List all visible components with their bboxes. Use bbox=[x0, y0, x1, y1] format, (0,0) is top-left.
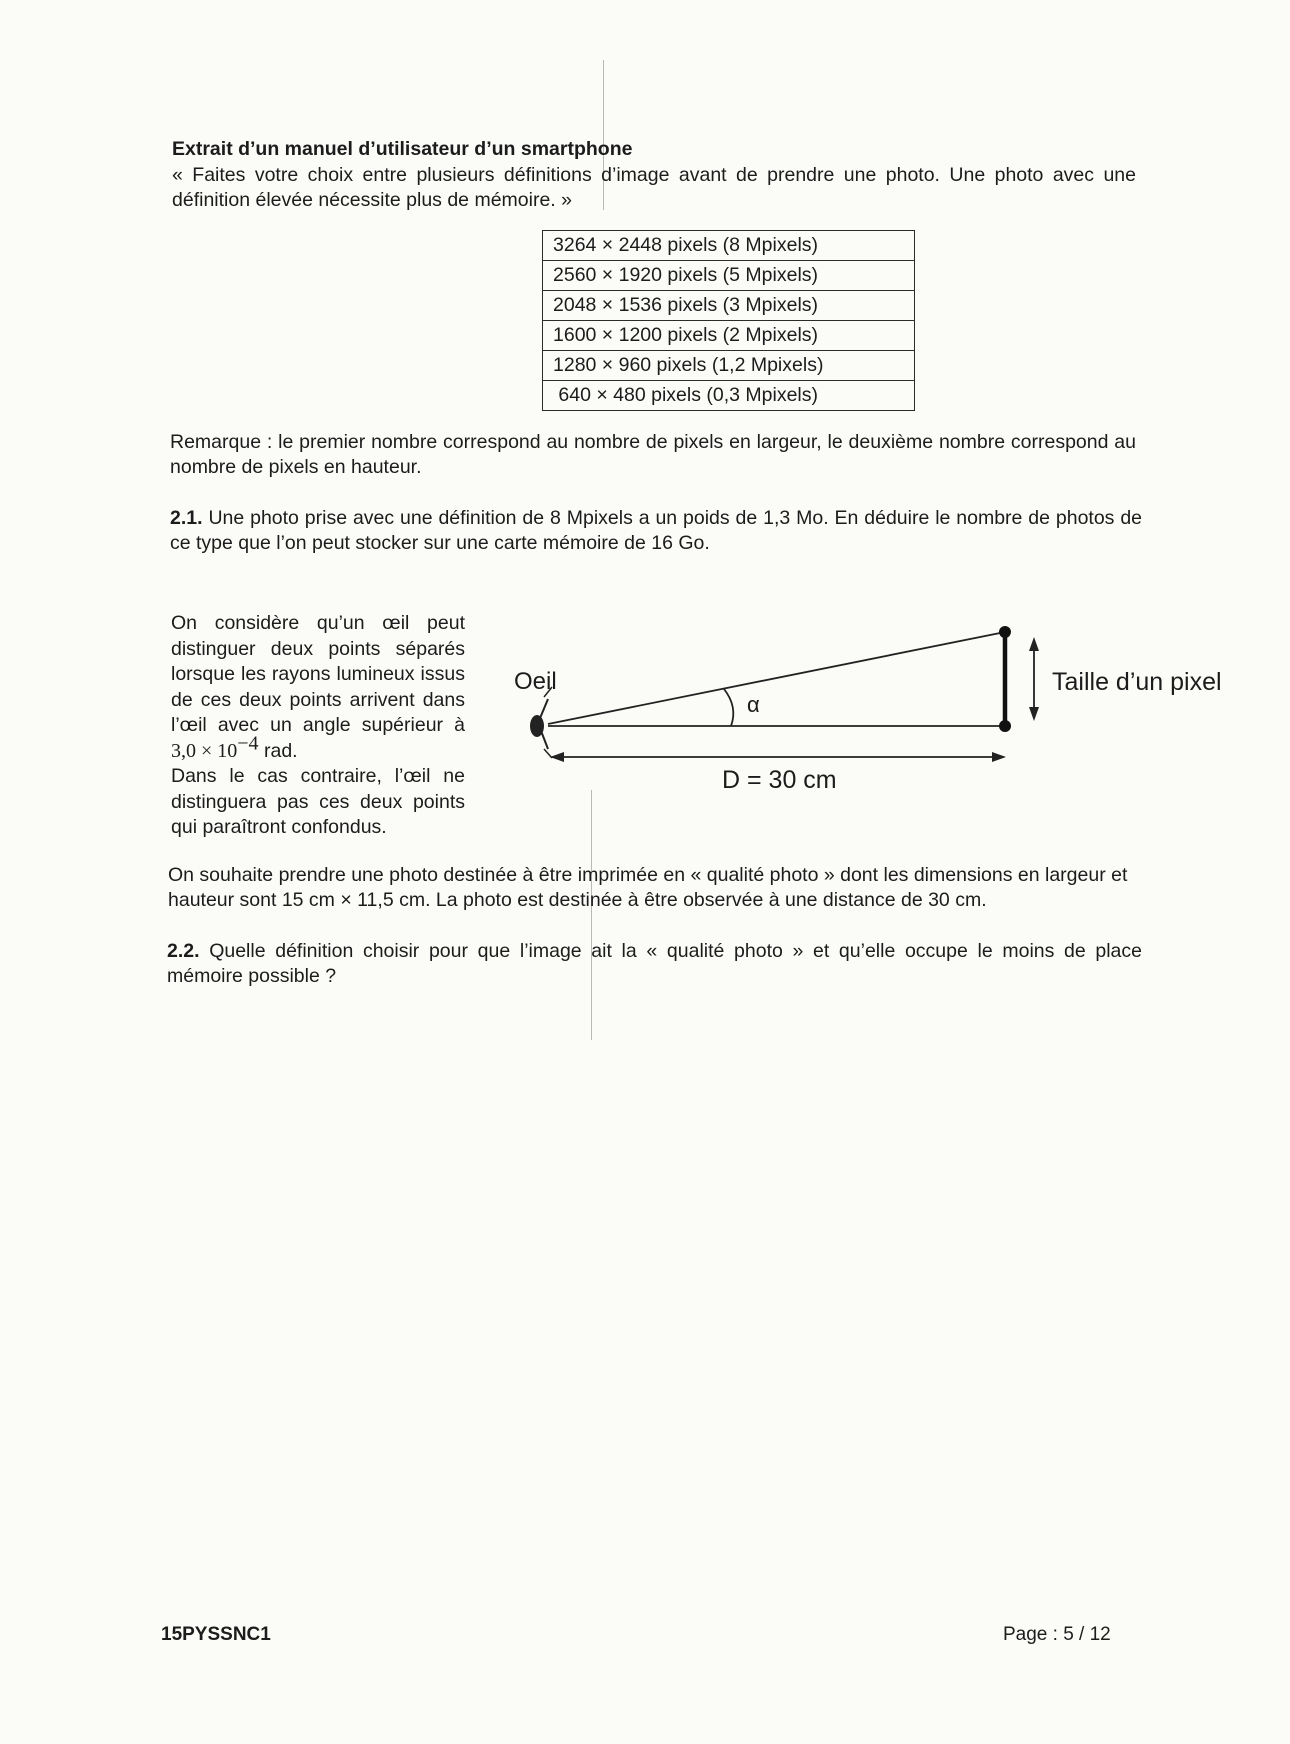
table-cell: 2560 × 1920 pixels (5 Mpixels) bbox=[543, 261, 915, 291]
table-row bbox=[543, 381, 915, 411]
table-row bbox=[543, 321, 915, 351]
eye-text-part: On considère qu’un œil peut distinguer deux points séparés lorsque les rayons lumineux issus de ces deux points arrivent dans l’œil avec un angle supérieur à bbox=[171, 612, 465, 736]
angle-value: 3,0 × 10 bbox=[171, 739, 238, 762]
eye-angle-diagram bbox=[500, 615, 1260, 795]
question-text: Une photo prise avec une définition de 8 Mpixels a un poids de 1,3 Mo. En déduire le nombre de photos de ce type que l’on peut stocker sur une carte mémoire de 16 Go. bbox=[170, 507, 1143, 554]
table-cell: 1280 × 960 pixels (1,2 Mpixels) bbox=[543, 351, 915, 381]
table-row bbox=[543, 351, 915, 381]
eye-icon bbox=[530, 687, 552, 758]
manual-quote: « Faites votre choix entre plusieurs définitions d’image avant de prendre une photo. Une photo avec une définition élevée nécessite plus de mémoire. » bbox=[172, 164, 1136, 211]
pixel-point-top bbox=[999, 626, 1011, 638]
footer-code: 15PYSSNC1 bbox=[161, 1624, 271, 1645]
footer-page-number: Page : 5 / 12 bbox=[1003, 1624, 1111, 1645]
pixel-size-arrow bbox=[1029, 637, 1039, 721]
eye-resolution-text bbox=[171, 611, 465, 841]
distance-arrow bbox=[550, 752, 1006, 762]
angle-exponent: −4 bbox=[237, 732, 259, 754]
table-row bbox=[543, 261, 915, 291]
angle-arc bbox=[724, 689, 733, 726]
upper-ray bbox=[548, 632, 1005, 724]
table-cell: 2048 × 1536 pixels (3 Mpixels) bbox=[543, 291, 915, 321]
eye-paragraph-2: Dans le cas contraire, l’œil ne distinguera pas ces deux points qui paraîtront confondus. bbox=[171, 765, 465, 838]
distance-label: D = 30 cm bbox=[722, 766, 837, 794]
angle-unit: rad. bbox=[258, 739, 298, 762]
definitions-table bbox=[542, 230, 915, 411]
pixel-size-label: Taille d’un pixel bbox=[1052, 668, 1222, 696]
question-2-1 bbox=[170, 506, 1142, 556]
question-2-2 bbox=[167, 939, 1142, 989]
table-cell: 1600 × 1200 pixels (2 Mpixels) bbox=[543, 321, 915, 351]
table-cell: 640 × 480 pixels (0,3 Mpixels) bbox=[543, 381, 915, 411]
scan-fold-line bbox=[591, 790, 592, 1040]
question-number: 2.2. bbox=[167, 940, 200, 962]
angle-label: α bbox=[747, 692, 760, 717]
question-number: 2.1. bbox=[170, 507, 203, 529]
table-row bbox=[543, 291, 915, 321]
table-row bbox=[543, 231, 915, 261]
photo-paragraph: On souhaite prendre une photo destinée à être imprimée en « qualité photo » dont les dimensions en largeur et hauteur sont 15 cm × 11,5 cm. La photo est destinée à être observée à une distance de 30 cm. bbox=[168, 864, 1128, 911]
section-heading: Extrait d’un manuel d’utilisateur d’un smartphone bbox=[172, 138, 633, 160]
question-text: Quelle définition choisir pour que l’image ait la « qualité photo » et qu’elle occupe le moins de place mémoire possible ? bbox=[167, 940, 1143, 987]
eye-paragraph-1 bbox=[171, 611, 465, 764]
remark-paragraph: Remarque : le premier nombre correspond au nombre de pixels en largeur, le deuxième nombre correspond au nombre de pixels en hauteur. bbox=[170, 431, 1136, 478]
pixel-point-bottom bbox=[999, 720, 1011, 732]
table-cell: 3264 × 2448 pixels (8 Mpixels) bbox=[543, 231, 915, 261]
eye-label: Oeil bbox=[514, 668, 557, 695]
